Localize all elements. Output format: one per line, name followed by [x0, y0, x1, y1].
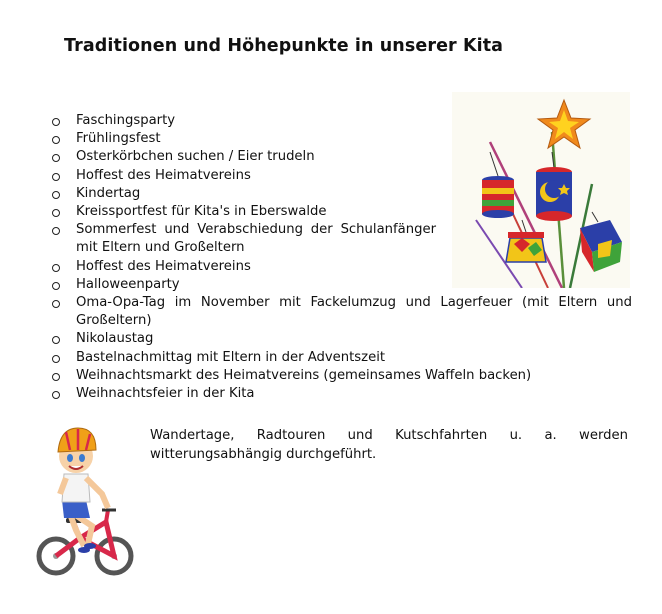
- list-item: Sommerfest und Verabschiedung der Schulanfänger mit Eltern und Großeltern: [52, 221, 436, 257]
- list-item: Bastelnachmittag mit Eltern in der Adventszeit: [52, 349, 632, 367]
- list-item: Kreissportfest für Kita's in Eberswalde: [52, 203, 632, 221]
- page-title: Traditionen und Höhepunkte in unserer Kita: [64, 36, 504, 56]
- bullet-icon: [52, 336, 60, 344]
- list-item: Oma-Opa-Tag im November mit Fackelumzug und Lagerfeuer (mit Eltern und Großeltern): [52, 294, 632, 330]
- bullet-icon: [52, 118, 60, 126]
- bullet-icon: [52, 373, 60, 381]
- child-on-bicycle-illustration: [36, 418, 136, 580]
- list-item: Faschingsparty: [52, 112, 632, 130]
- list-item: Weihnachtsmarkt des Heimatvereins (gemeinsames Waffeln backen): [52, 367, 632, 385]
- list-item: Halloweenparty: [52, 276, 632, 294]
- list-item: Frühlingsfest: [52, 130, 632, 148]
- list-item: Hoffest des Heimatvereins: [52, 258, 632, 276]
- list-item: Osterkörbchen suchen / Eier trudeln: [52, 148, 632, 166]
- lanterns-illustration: [452, 92, 630, 288]
- bullet-icon: [52, 173, 60, 181]
- list-item: Kindertag: [52, 185, 632, 203]
- bullet-icon: [52, 227, 60, 235]
- list-item: Nikolaustag: [52, 330, 632, 348]
- bullet-icon: [52, 355, 60, 363]
- weather-note: Wandertage, Radtouren und Kutschfahrten u. a. werden witterungsabhängig durchgeführt.: [150, 428, 628, 462]
- bullet-icon: [52, 300, 60, 308]
- bullet-icon: [52, 136, 60, 144]
- bullet-icon: [52, 209, 60, 217]
- bullet-icon: [52, 191, 60, 199]
- bullet-icon: [52, 154, 60, 162]
- bullet-icon: [52, 282, 60, 290]
- bullet-icon: [52, 391, 60, 399]
- list-item: Weihnachtsfeier in der Kita: [52, 385, 632, 403]
- bullet-icon: [52, 264, 60, 272]
- list-item: Hoffest des Heimatvereins: [52, 167, 632, 185]
